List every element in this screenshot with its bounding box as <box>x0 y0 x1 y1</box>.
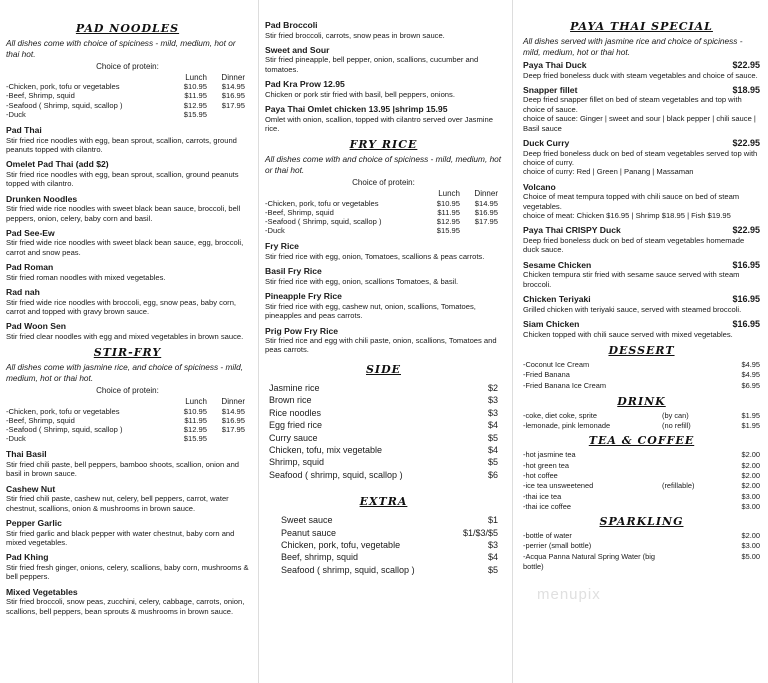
menu-item <box>6 159 249 188</box>
protein-row <box>6 91 249 100</box>
special-name: Volcano <box>523 181 556 192</box>
dinner-price: $16.95 <box>221 91 245 101</box>
item-name: -lemonade, pink lemonade <box>523 421 611 431</box>
item-description: Stir fried rice with egg, onion, Tomatoes, scallions & peas carrots. <box>265 251 485 261</box>
menu-column-middle <box>258 0 510 683</box>
protein-row <box>6 416 249 425</box>
price-row <box>265 419 502 431</box>
protein-name: -Duck <box>6 109 26 119</box>
item-name: Jasmine rice <box>269 382 320 393</box>
special-description: choice of sauce: Ginger | sweet and sour | black pepper | chili sauce | Basil sauce <box>523 114 756 133</box>
special-header <box>523 260 760 271</box>
lunch-price: $11.95 <box>184 91 207 101</box>
item-description: Omlet with onion, scallion, topped with cilantro served over Jasmine rice. <box>265 114 493 134</box>
special-list <box>523 60 760 339</box>
lunch-header: Lunch <box>438 189 460 199</box>
price-row <box>265 382 502 394</box>
protein-row <box>6 101 249 110</box>
item-description: Stir fried broccoli, carrots, snow peas in brown sauce. <box>265 30 445 40</box>
item-price: $5 <box>487 564 498 575</box>
menu-item <box>6 287 249 316</box>
price-row <box>523 360 760 370</box>
item-description: Stir fried rice noodles with egg, bean sprout, scallion, carrots, ground peanuts topped with cilantro. <box>6 135 237 154</box>
item-name: Mixed Vegetables <box>6 586 78 597</box>
side-list <box>265 382 502 481</box>
item-description: Stir fried clear noodles with egg and mixed vegetables in brown sauce. <box>6 331 244 341</box>
lunch-price: $11.95 <box>184 415 207 425</box>
protein-name: -Seafood ( Shrimp, squid, scallop ) <box>6 100 123 110</box>
item-description: Stir fried broccoli, snow peas, zucchini, celery, cabbage, carrots, onion, scallions, bell peppers, bean sprouts & mushrooms in brown sauce. <box>6 597 245 616</box>
item-price: $5 <box>487 457 498 468</box>
special-description: choice of curry: Red | Green | Panang | Massaman <box>523 167 694 177</box>
item-name: Pad Thai <box>6 125 42 136</box>
price-row <box>523 421 760 431</box>
item-price: $4 <box>487 552 498 563</box>
menu-item <box>265 266 502 286</box>
item-name: -Acqua Panna Natural Spring Water (big bottle) <box>523 551 656 572</box>
special-description: Choice of meat tempura topped with chili sauce on bed of steam vegetables. <box>523 192 740 211</box>
special-header <box>523 294 760 305</box>
special-header <box>523 138 760 149</box>
price-row <box>523 461 760 471</box>
special-description: Chicken tempura stir fried with sesame sauce served with steam broccoli. <box>523 270 740 289</box>
item-name: Pad Khing <box>6 552 49 563</box>
tea-coffee-list <box>523 450 760 512</box>
protein-label: Choice of protein: <box>352 178 415 188</box>
menu-item <box>265 104 502 133</box>
dessert-heading: DESSERT <box>608 343 675 357</box>
stir-fry-note: All dishes come with jasmine rice, and choice of spiciness - mild, medium, hot or thai hot. <box>6 362 244 383</box>
item-name: Omelet Pad Thai (add $2) <box>6 159 109 170</box>
special-name: Chicken Teriyaki <box>523 294 591 305</box>
special-item <box>523 319 760 339</box>
item-name: Shrimp, squid <box>269 457 325 468</box>
menu-item <box>6 449 249 478</box>
special-price: $22.95 <box>732 138 760 149</box>
menu-column-right <box>512 0 768 683</box>
special-description: Deep fried boneless duck with steam vegetables and choice of sauce. <box>523 70 758 80</box>
item-price: $6 <box>487 469 498 480</box>
protein-label: Choice of protein: <box>96 62 159 71</box>
item-name: Sweet and Sour <box>265 44 330 55</box>
lunch-price: $11.95 <box>437 207 460 217</box>
item-name: -hot jasmine tea <box>523 450 576 460</box>
special-item <box>523 225 760 254</box>
dinner-price <box>464 226 502 235</box>
protein-name: -Chicken, pork, tofu or vegetables <box>6 82 120 92</box>
special-name: Siam Chicken <box>523 319 580 329</box>
menu-item <box>6 587 249 616</box>
price-row <box>265 432 502 444</box>
pad-noodles-heading: PAD NOODLES <box>75 22 180 35</box>
lunch-price: $12.95 <box>183 425 207 434</box>
drink-heading: DRINK <box>617 394 666 408</box>
special-item <box>523 60 760 80</box>
menu-item <box>6 125 249 154</box>
special-item <box>523 114 760 133</box>
fry-rice-note: All dishes come with and choice of spiciness - mild, medium, hot or thai hot. <box>265 154 502 175</box>
dinner-header: Dinner <box>474 189 498 199</box>
item-name: Seafood ( shrimp, squid, scallop ) <box>281 564 415 575</box>
price-row <box>523 481 760 491</box>
protein-name: -Duck <box>265 226 285 236</box>
lunch-price: $10.95 <box>183 406 207 416</box>
special-description: Chicken topped with chili sauce served with mixed vegetables. <box>523 329 733 339</box>
item-description: Stir fried chili paste, cashew nut, celery, bell peppers, carrot, water chestnut, scallions, onion & mushrooms in brown sauce. <box>6 494 229 513</box>
protein-label: Choice of protein: <box>96 386 159 396</box>
menu-item <box>6 518 249 547</box>
item-name: -coke, diet coke, sprite <box>523 410 597 420</box>
menu-item <box>6 194 249 223</box>
menu-column-left <box>0 0 257 683</box>
special-price: $18.95 <box>732 84 760 95</box>
item-name: Brown rice <box>269 395 312 406</box>
menu-item <box>6 228 249 257</box>
menu-item <box>6 484 249 513</box>
dinner-header: Dinner <box>221 73 245 82</box>
dessert-list <box>523 360 760 391</box>
item-name: -thai ice tea <box>523 491 562 501</box>
special-item <box>523 260 760 289</box>
lunch-header: Lunch <box>185 73 207 82</box>
special-item <box>523 211 760 220</box>
item-price: $3 <box>487 539 498 550</box>
price-row <box>523 370 760 380</box>
price-row <box>265 444 502 456</box>
side-heading: SIDE <box>365 362 401 376</box>
special-description: Deep fried snapper fillet on bed of steam vegetables and top with choice of sauce. <box>523 95 742 114</box>
price-row <box>277 564 502 576</box>
item-price: $4 <box>487 444 498 455</box>
item-note: (no refill) <box>662 421 691 431</box>
protein-name: -Beef, Shrimp, squid <box>265 207 334 217</box>
stir-fry-heading: STIR-FRY <box>93 346 162 360</box>
item-price: $1/$3/$5 <box>462 527 498 538</box>
dinner-price: $17.95 <box>221 100 245 110</box>
price-row <box>523 471 760 481</box>
menu-item <box>265 326 502 355</box>
item-price: $1.95 <box>741 410 760 420</box>
protein-row <box>265 226 502 235</box>
extra-heading: EXTRA <box>359 495 408 509</box>
special-item <box>523 138 760 167</box>
item-price: $2.00 <box>741 450 760 460</box>
item-price: $2.00 <box>741 531 760 541</box>
item-name: Fry Rice <box>265 241 299 252</box>
protein-name: -Beef, Shrimp, squid <box>6 91 75 101</box>
special-description: Deep fried boneless duck on bed of steam vegetables homemade duck sauce. <box>523 235 745 255</box>
special-price: $16.95 <box>732 294 760 305</box>
special-name: Paya Thai Duck <box>523 60 587 70</box>
protein-row <box>6 82 249 91</box>
item-name: Beef, shrimp, squid <box>281 552 359 563</box>
menu-item <box>6 262 249 282</box>
item-description: Stir fried garlic and black pepper with water chestnut, baby corn and mixed vegetables. <box>6 528 235 547</box>
special-price: $16.95 <box>732 319 760 329</box>
item-price: $6.95 <box>741 380 760 390</box>
protein-name: -Beef, Shrimp, squid <box>6 415 75 425</box>
item-name: Thai Basil <box>6 449 47 460</box>
special-name: Paya Thai CRISPY Duck <box>523 225 621 236</box>
item-price: $4.95 <box>741 359 760 369</box>
item-name: Peanut sauce <box>281 527 337 538</box>
dinner-header: Dinner <box>221 397 245 407</box>
item-name: Chicken, tofu, mix vegetable <box>269 444 383 455</box>
menu-item <box>6 321 249 341</box>
extra-list <box>265 514 502 576</box>
stir-fry-continued-list <box>265 20 502 133</box>
item-name: Drunken Noodles <box>6 193 78 204</box>
item-description: Stir fried wide rice noodles with sweet black bean sauce, broccoli, bell peppers, onion, celery, baby corn and basil. <box>6 204 241 223</box>
special-description: Grilled chicken with teriyaki sauce, served with steamed broccoli. <box>523 304 742 314</box>
special-header <box>523 225 760 236</box>
protein-row <box>6 425 249 434</box>
item-name: Cashew Nut <box>6 483 56 494</box>
item-name: Pad Roman <box>6 262 54 273</box>
pad-noodles-list <box>6 125 249 341</box>
menu-item <box>265 45 502 74</box>
item-price: $2.00 <box>741 481 760 491</box>
special-item <box>523 85 760 114</box>
dinner-price: $14.95 <box>221 406 245 416</box>
item-description: Stir fried rice with egg, onion, scallions Tomatoes, & basil. <box>265 276 459 286</box>
drink-list <box>523 411 760 432</box>
fry-rice-list <box>265 241 502 354</box>
item-name: Pepper Garlic <box>6 518 62 529</box>
special-price: $22.95 <box>732 225 760 236</box>
item-name: Chicken, pork, tofu, vegetable <box>281 539 401 550</box>
item-price: $5.00 <box>741 551 760 561</box>
price-row <box>523 450 760 460</box>
price-row <box>265 407 502 419</box>
special-item <box>523 167 760 176</box>
price-row <box>523 552 760 573</box>
menu-item <box>265 241 502 261</box>
item-description: Stir fried fresh ginger, onions, celery, scallions, baby corn, mushrooms & bell peppers. <box>6 562 249 582</box>
special-price: $22.95 <box>732 60 760 70</box>
special-header <box>523 182 760 193</box>
special-header <box>523 319 760 330</box>
special-header <box>523 85 760 96</box>
lunch-price: $12.95 <box>183 100 207 110</box>
item-price: $2 <box>487 382 498 393</box>
item-description: Stir fried rice and egg with chili paste, onion, scallions, Tomatoes and peas carrots. <box>265 336 497 355</box>
price-row <box>277 539 502 551</box>
price-row <box>277 551 502 563</box>
special-item <box>523 182 760 211</box>
pad-noodles-protein-table <box>6 73 249 119</box>
item-name: -bottle of water <box>523 531 572 541</box>
item-price: $3.00 <box>741 501 760 511</box>
menu-item <box>265 79 502 99</box>
item-description: Stir fried rice with egg, cashew nut, onion, scallions, Tomatoes, pineapples and peas carrots. <box>265 301 476 321</box>
price-row <box>523 502 760 512</box>
special-name: Duck Curry <box>523 138 570 149</box>
protein-row <box>6 110 249 119</box>
item-name: -perrier (small bottle) <box>523 541 592 551</box>
watermark: menupix <box>537 586 601 603</box>
item-name: -Coconut Ice Cream <box>523 359 590 369</box>
dinner-price <box>211 434 249 443</box>
item-note: (refillable) <box>662 481 695 491</box>
item-name: Seafood ( shrimp, squid, scallop ) <box>269 469 403 480</box>
special-price: $16.95 <box>732 259 760 270</box>
lunch-price: $15.95 <box>183 434 207 444</box>
price-row <box>277 527 502 539</box>
protein-row <box>6 434 249 443</box>
item-description: Chicken or pork stir fried with basil, bell peppers, onions. <box>265 89 455 99</box>
lunch-header: Lunch <box>185 397 207 407</box>
dinner-price: $17.95 <box>474 217 498 227</box>
lunch-price: $15.95 <box>183 109 207 119</box>
special-name: Sesame Chicken <box>523 259 592 270</box>
price-row <box>277 514 502 526</box>
menu-item <box>265 20 502 40</box>
item-price: $3 <box>487 407 498 418</box>
dinner-price <box>211 110 249 119</box>
price-row <box>265 456 502 468</box>
sparkling-heading: SPARKLING <box>599 515 684 529</box>
item-price: $3.00 <box>741 491 760 501</box>
item-price: $4.95 <box>741 370 760 380</box>
item-description: Stir fried wide rice noodles with broccoli, egg, snow peas, baby corn, carrot and topped with gravy brown sauce. <box>6 297 237 317</box>
item-description: Stir fried rice noodles with egg, bean sprout, scallion, ground peanuts topped with cilantro. <box>6 169 239 189</box>
lunch-price: $10.95 <box>183 82 207 92</box>
special-note: All dishes served with jasmine rice and choice of spiciness - mild, medium, hot or thai hot. <box>523 36 743 57</box>
item-name: Basil Fry Rice <box>265 266 322 277</box>
dinner-price: $16.95 <box>474 207 498 217</box>
special-header <box>523 60 760 71</box>
lunch-price: $10.95 <box>436 198 460 208</box>
price-row <box>523 381 760 391</box>
item-name: Egg fried rice <box>269 420 323 431</box>
sparkling-list <box>523 531 760 572</box>
menu-item <box>265 291 502 320</box>
protein-row <box>265 199 502 208</box>
item-price: $1.95 <box>741 421 760 431</box>
item-price: $1 <box>487 515 498 526</box>
protein-name: -Seafood ( Shrimp, squid, scallop ) <box>6 425 123 434</box>
protein-name: -Duck <box>6 434 26 444</box>
lunch-price: $15.95 <box>436 226 460 236</box>
special-heading: PAYA THAI SPECIAL <box>570 20 713 33</box>
dinner-price: $16.95 <box>221 415 245 425</box>
price-row <box>523 411 760 421</box>
item-price: $2.00 <box>741 460 760 470</box>
protein-name: -Chicken, pork, tofu or vegetables <box>265 198 379 208</box>
item-name: -Fried Banana Ice Cream <box>523 380 606 390</box>
item-name: Curry sauce <box>269 432 318 443</box>
special-description: choice of meat: Chicken $16.95 | Shrimp $18.95 | Fish $19.95 <box>523 211 731 221</box>
item-price: $4 <box>487 420 498 431</box>
item-name: Pad Kra Prow 12.95 <box>265 79 345 90</box>
item-description: Stir fried chili paste, bell peppers, bamboo shoots, scallion, onion and basil in brown sauce. <box>6 459 240 479</box>
stir-fry-list <box>6 449 249 616</box>
item-name: -Fried Banana <box>523 370 570 380</box>
pad-noodles-note: All dishes come with choice of spiciness - mild, medium, hot or thai hot. <box>6 38 236 59</box>
protein-row <box>6 407 249 416</box>
stir-fry-protein-table <box>6 397 249 443</box>
price-row <box>265 394 502 406</box>
protein-name: -Seafood ( Shrimp, squid, scallop ) <box>265 217 382 227</box>
item-name: Prig Pow Fry Rice <box>265 325 339 336</box>
item-name: -hot coffee <box>523 470 558 480</box>
special-description: Deep fried boneless duck on bed of steam vegetables served top with choice of curry. <box>523 148 758 167</box>
item-name: Pineapple Fry Rice <box>265 291 342 302</box>
item-name: Pad See-Ew <box>6 227 55 238</box>
protein-row <box>265 217 502 226</box>
dinner-price: $14.95 <box>474 198 498 208</box>
menu-item <box>6 552 249 581</box>
protein-name: -Chicken, pork, tofu or vegetables <box>6 406 120 416</box>
item-name: Rad nah <box>6 287 40 298</box>
item-name: -ice tea unsweetened <box>523 481 594 491</box>
price-row <box>523 492 760 502</box>
item-name: -hot green tea <box>523 460 570 470</box>
item-description: Stir fried roman noodles with mixed vegetables. <box>6 272 166 282</box>
item-name: -thai ice coffee <box>523 501 571 511</box>
dinner-price: $14.95 <box>221 82 245 92</box>
lunch-price: $12.95 <box>436 217 460 227</box>
item-name: Pad Broccoli <box>265 20 318 30</box>
special-item <box>523 294 760 314</box>
item-price: $5 <box>487 432 498 443</box>
item-note: (by can) <box>662 410 689 420</box>
price-row <box>523 531 760 541</box>
item-name: Pad Woon Sen <box>6 321 67 332</box>
item-description: Stir fried wide rice noodles with sweet black bean sauce, egg, broccoli, carrot and snow peas. <box>6 238 244 257</box>
price-row <box>265 469 502 481</box>
protein-row <box>265 208 502 217</box>
price-row <box>523 541 760 551</box>
fry-rice-protein-table <box>265 189 502 235</box>
item-name: Rice noodles <box>269 407 322 418</box>
item-price: $3 <box>487 395 498 406</box>
item-price: $3.00 <box>741 541 760 551</box>
item-name: Sweet sauce <box>281 515 333 526</box>
item-name: Paya Thai Omlet chicken 13.95 |shrimp 15.95 <box>265 104 448 115</box>
dinner-price: $17.95 <box>221 425 245 434</box>
tea-coffee-heading: TEA & COFFEE <box>588 434 695 448</box>
fry-rice-heading: FRY RICE <box>349 138 418 152</box>
item-description: Stir fried pineapple, bell pepper, onion, scallions, cucumber and tomatoes. <box>265 55 479 74</box>
item-price: $2.00 <box>741 470 760 480</box>
special-name: Snapper fillet <box>523 84 578 95</box>
